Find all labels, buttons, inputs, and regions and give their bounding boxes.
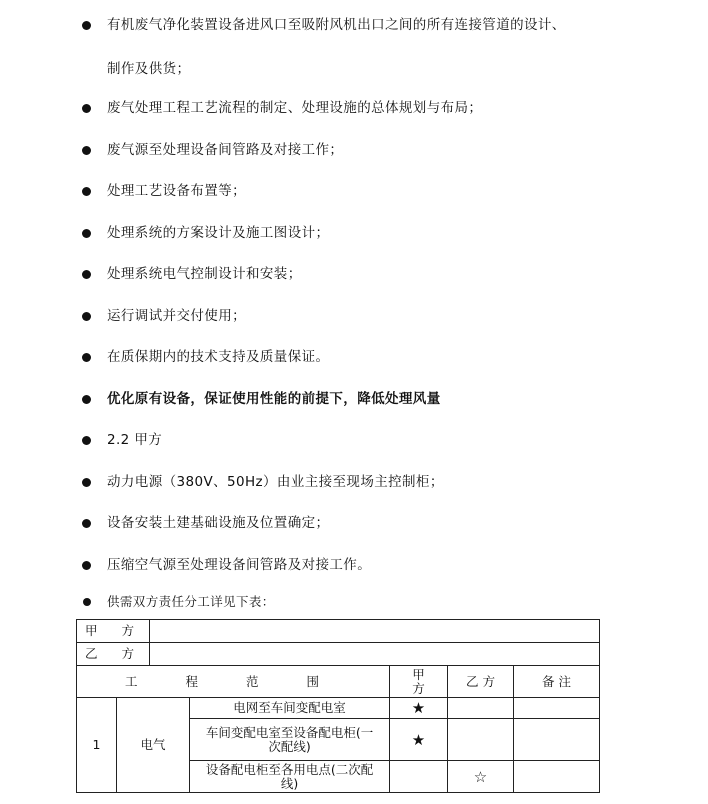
bullet-text: 废气源至处理设备间管路及对接工作； — [107, 142, 344, 158]
bullet-dot — [82, 478, 91, 487]
scope-item: 设备配电柜至各用电点(二次配线) — [190, 761, 390, 793]
party-a-value — [150, 620, 600, 643]
bullet-dot — [82, 353, 91, 362]
party-b-mark: ☆ — [448, 761, 514, 793]
party-b-header: 乙 方 — [448, 666, 514, 698]
scope-header: 工 程 范 围 — [77, 666, 390, 698]
note-cell — [514, 719, 600, 761]
bullet-dot — [82, 270, 91, 279]
party-a-mark: ★ — [390, 698, 448, 719]
party-b-mark — [448, 698, 514, 719]
bullet-text: 处理工艺设备布置等； — [107, 183, 246, 199]
bullet-text: 动力电源（380V、50Hz）由业主接至现场主控制柜； — [107, 474, 444, 490]
bullet-dot — [82, 312, 91, 321]
party-a-header: 甲方 — [390, 666, 448, 698]
bullet-text: 处理系统的方案设计及施工图设计； — [107, 225, 330, 241]
scope-item: 电网至车间变配电室 — [190, 698, 390, 719]
bullet-text: 有机废气净化装置设备进风口至吸附风机出口之间的所有连接管道的设计、 — [107, 17, 566, 33]
bullet-text: 废气处理工程工艺流程的制定、处理设施的总体规划与布局； — [107, 100, 483, 116]
bullet-text: 压缩空气源至处理设备间管路及对接工作。 — [107, 557, 372, 573]
note-header: 备 注 — [514, 666, 600, 698]
bullet-dot — [82, 21, 91, 30]
bullet-text-continued: 制作及供货； — [107, 61, 191, 77]
party-a-mark — [390, 761, 448, 793]
bullet-dot — [82, 229, 91, 238]
group-name: 电气 — [117, 698, 190, 793]
group-number: 1 — [77, 698, 117, 793]
bullet-dot — [82, 436, 91, 445]
bullet-text: 2.2 甲方 — [107, 432, 163, 448]
scope-item: 车间变配电室至设备配电柜(一次配线) — [190, 719, 390, 761]
responsibility-table — [76, 619, 600, 793]
party-a-label: 甲 方 — [77, 620, 150, 643]
bullet-text: 设备安装土建基础设施及位置确定； — [107, 515, 330, 531]
party-b-mark — [448, 719, 514, 761]
bullet-text: 运行调试并交付使用； — [107, 308, 246, 324]
party-b-label: 乙 方 — [77, 643, 150, 666]
note-cell — [514, 761, 600, 793]
bullet-dot — [83, 598, 91, 606]
bullet-dot — [82, 395, 91, 404]
bullet-text: 供需双方责任分工详见下表： — [107, 594, 275, 609]
bullet-text: 处理系统电气控制设计和安装； — [107, 266, 302, 282]
bullet-dot — [82, 519, 91, 528]
party-b-value — [150, 643, 600, 666]
note-cell — [514, 698, 600, 719]
bullet-dot — [82, 104, 91, 113]
bullet-dot — [82, 187, 91, 196]
bullet-text: 优化原有设备，保证使用性能的前提下，降低处理风量 — [107, 391, 441, 407]
bullet-dot — [82, 561, 91, 570]
bullet-text: 在质保期内的技术支持及质量保证。 — [107, 349, 330, 365]
bullet-dot — [82, 146, 91, 155]
party-a-mark: ★ — [390, 719, 448, 761]
